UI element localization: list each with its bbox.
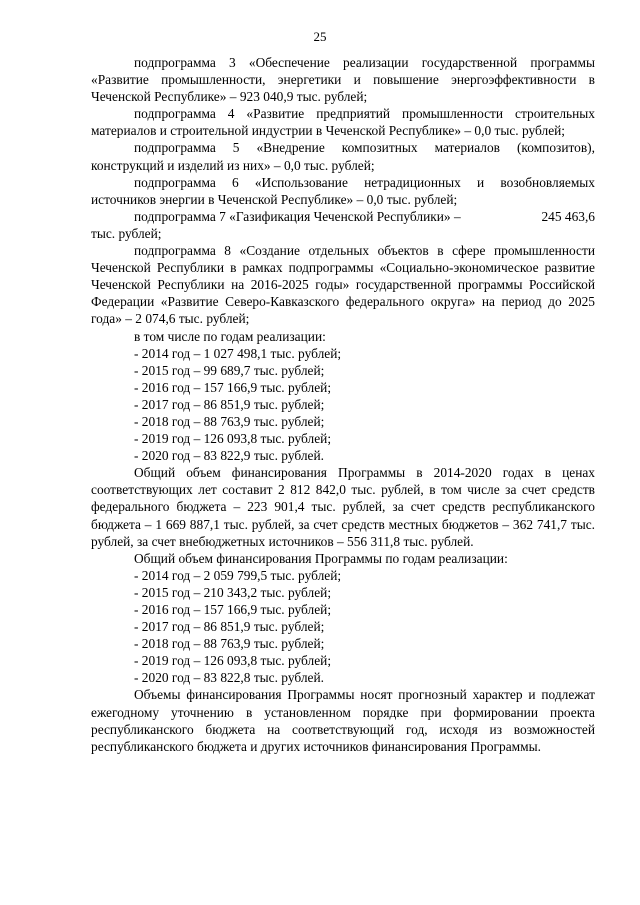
paragraph-subprogram-7 (91, 208, 595, 242)
list-item: - 2017 год – 86 851,9 тыс. рублей; (134, 619, 325, 635)
list-item: - 2018 год – 88 763,9 тыс. рублей; (134, 413, 325, 429)
list-item: - 2020 год – 83 822,9 тыс. рублей. (134, 448, 324, 464)
subprogram-7-unit: тыс. рублей; (91, 225, 162, 241)
list-item: - 2015 год – 99 689,7 тыс. рублей; (134, 362, 325, 378)
subprogram-7-amount: 245 463,6 (541, 208, 595, 224)
total-years-list (91, 567, 595, 687)
list-item: - 2018 год – 88 763,9 тыс. рублей; (134, 636, 325, 652)
list-item: - 2014 год – 2 059 799,5 тыс. рублей; (134, 567, 342, 583)
list-item: - 2014 год – 1 027 498,1 тыс. рублей; (134, 345, 342, 361)
page-number: 25 (313, 29, 327, 44)
subprogram-8-years-list (91, 345, 595, 465)
paragraph-closing: Объемы финансирования Программы носят прогнозный характер и подлежат ежегодному уточнению в установленном порядке при формировании проекта республиканского бюджета на соответствующий год, исходя из возможностей республиканского бюджета и других источников финансирования Программы. (91, 687, 595, 754)
paragraph-subprogram-6: подпрограмма 6 «Использование нетрадиционных и возобновляемых источников энергии в Чеченской Республике» – 0,0 тыс. рублей; (91, 174, 595, 207)
list-item: - 2019 год – 126 093,8 тыс. рублей; (134, 431, 332, 447)
list-item: - 2016 год – 157 166,9 тыс. рублей; (134, 602, 332, 617)
years-intro: в том числе по годам реализации: (134, 328, 326, 344)
list-item: - 2019 год – 126 093,8 тыс. рублей; (134, 653, 332, 669)
paragraph-subprogram-3: подпрограмма 3 «Обеспечение реализации государственной программы «Развитие промышленности, энергетики и повышение энергоэффективности в Чеченской Республике» – 923 040,9 тыс. рублей; (91, 55, 595, 105)
paragraph-subprogram-8: подпрограмма 8 «Создание отдельных объектов в сфере промышленности Чеченской Республики в рамках подпрограммы «Социально-экономическое развитие Чеченской Республики на 2016-2025 годы» государственной программы Российской Федерации «Развитие Северо-Кавказского федерального округа» на период до 2025 года» – 2 074,6 тыс. рублей; (91, 243, 595, 327)
list-item: - 2017 год – 86 851,9 тыс. рублей; (134, 396, 325, 412)
list-item: - 2015 год – 210 343,2 тыс. рублей; (134, 584, 332, 600)
paragraph-subprogram-4: подпрограмма 4 «Развитие предприятий промышленности строительных материалов и строительной индустрии в Чеченской Республике» – 0,0 тыс. рублей; (91, 106, 595, 139)
paragraph-total-funding: Общий объем финансирования Программы в 2014-2020 годах в ценах соответствующих лет составит 2 812 842,0 тыс. рублей, в том числе за счет средств федерального бюджета – 223 901,4 тыс. рублей, за счет средств республиканского бюджета – 1 669 887,1 тыс. рублей, за счет средств местных бюджетов – 362 741,7 тыс. рублей, за счет внебюджетных источников – 556 311,8 тыс. рублей. (91, 465, 595, 549)
total-years-intro: Общий объем финансирования Программы по годам реализации: (134, 550, 508, 566)
subprogram-7-title: подпрограмма 7 «Газификация Чеченской Республики» – (134, 208, 461, 224)
list-item: - 2016 год – 157 166,9 тыс. рублей; (134, 379, 332, 395)
paragraph-subprogram-5: подпрограмма 5 «Внедрение композитных материалов (композитов), конструкций и изделий из них» – 0,0 тыс. рублей; (91, 140, 595, 173)
list-item: - 2020 год – 83 822,8 тыс. рублей. (134, 670, 324, 686)
document-body (91, 54, 595, 755)
